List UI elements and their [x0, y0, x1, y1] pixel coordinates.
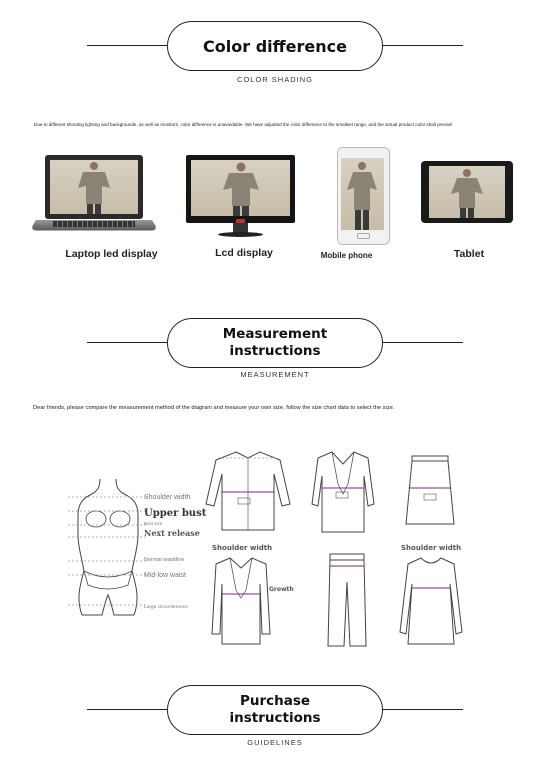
measurement-diagram [60, 440, 480, 650]
body-label-mid-low-waist: Mid-low waist [144, 572, 187, 579]
skirt-diagram [400, 454, 460, 529]
section-title-measurement [167, 318, 383, 368]
header-rule-right [378, 709, 463, 710]
mobile-phone-device [337, 147, 388, 243]
section-title-line1: Measurement [222, 326, 328, 342]
coat-diagram [210, 554, 272, 646]
body-label-bust-size: Bust size [144, 521, 163, 526]
laptop-device [33, 155, 155, 241]
section-subtitle: MEASUREMENT [240, 370, 310, 379]
model-figure-icon [191, 160, 290, 216]
section-title-purchase [167, 685, 383, 735]
lcd-device [186, 155, 295, 239]
garment-label-shoulder-width-right: Shoulder width [401, 544, 462, 552]
section-title-line2: instructions [229, 343, 321, 359]
header-rule-left [87, 342, 172, 343]
device-label-lcd: Lcd display [215, 247, 273, 259]
trousers-diagram [322, 552, 372, 648]
body-label-large-circumference: Large circumference [144, 605, 188, 610]
measurement-note: Dear friends, please compare the measurement method of the diagram and measure your own size, follow the size chart data to select the size. [33, 405, 395, 411]
mannequin-figure [68, 475, 148, 620]
tablet-device [421, 161, 513, 223]
header-rule-left [87, 709, 172, 710]
mobile-screen [341, 158, 384, 230]
body-label-upper-bust: Upper bust [144, 508, 207, 519]
model-figure-icon [341, 158, 384, 230]
header-rule-right [378, 342, 463, 343]
dress-diagram [396, 554, 466, 646]
section-subtitle: GUIDELINES [247, 738, 303, 747]
garment-label-shoulder-width-left: Shoulder width [212, 544, 273, 552]
device-label-mobile: Mobile phone [320, 251, 373, 260]
header-rule-right [378, 45, 463, 46]
body-label-shoulder: Shoulder width [144, 494, 191, 501]
device-label-tablet: Tablet [453, 248, 485, 260]
model-figure-icon [50, 160, 138, 214]
model-figure-icon [429, 166, 505, 218]
garment-label-growth: Growth [269, 586, 294, 593]
section-title-text: Color difference [203, 36, 347, 56]
body-label-normal-waist: Normal waistline [144, 557, 185, 563]
device-label-laptop: Laptop led display [65, 248, 158, 260]
tablet-screen [429, 166, 505, 218]
section-title-line2: instructions [229, 710, 321, 726]
laptop-screen [50, 160, 138, 214]
section-subtitle: COLOR SHADING [237, 75, 313, 84]
shirt-diagram [198, 444, 298, 534]
color-note: Due to different shooting lighting and backgrounds, as well as monitors, color difference is unavoidable. We have adjusted the color difference to the smallest range, and the actual product color shall prevail! [34, 122, 452, 127]
header-rule-left [87, 45, 172, 46]
section-title-color-difference [167, 21, 383, 71]
blazer-diagram [308, 444, 378, 536]
lcd-screen [191, 160, 290, 216]
section-title-line1: Purchase [239, 693, 311, 709]
body-label-next-release: Next release [144, 528, 200, 538]
